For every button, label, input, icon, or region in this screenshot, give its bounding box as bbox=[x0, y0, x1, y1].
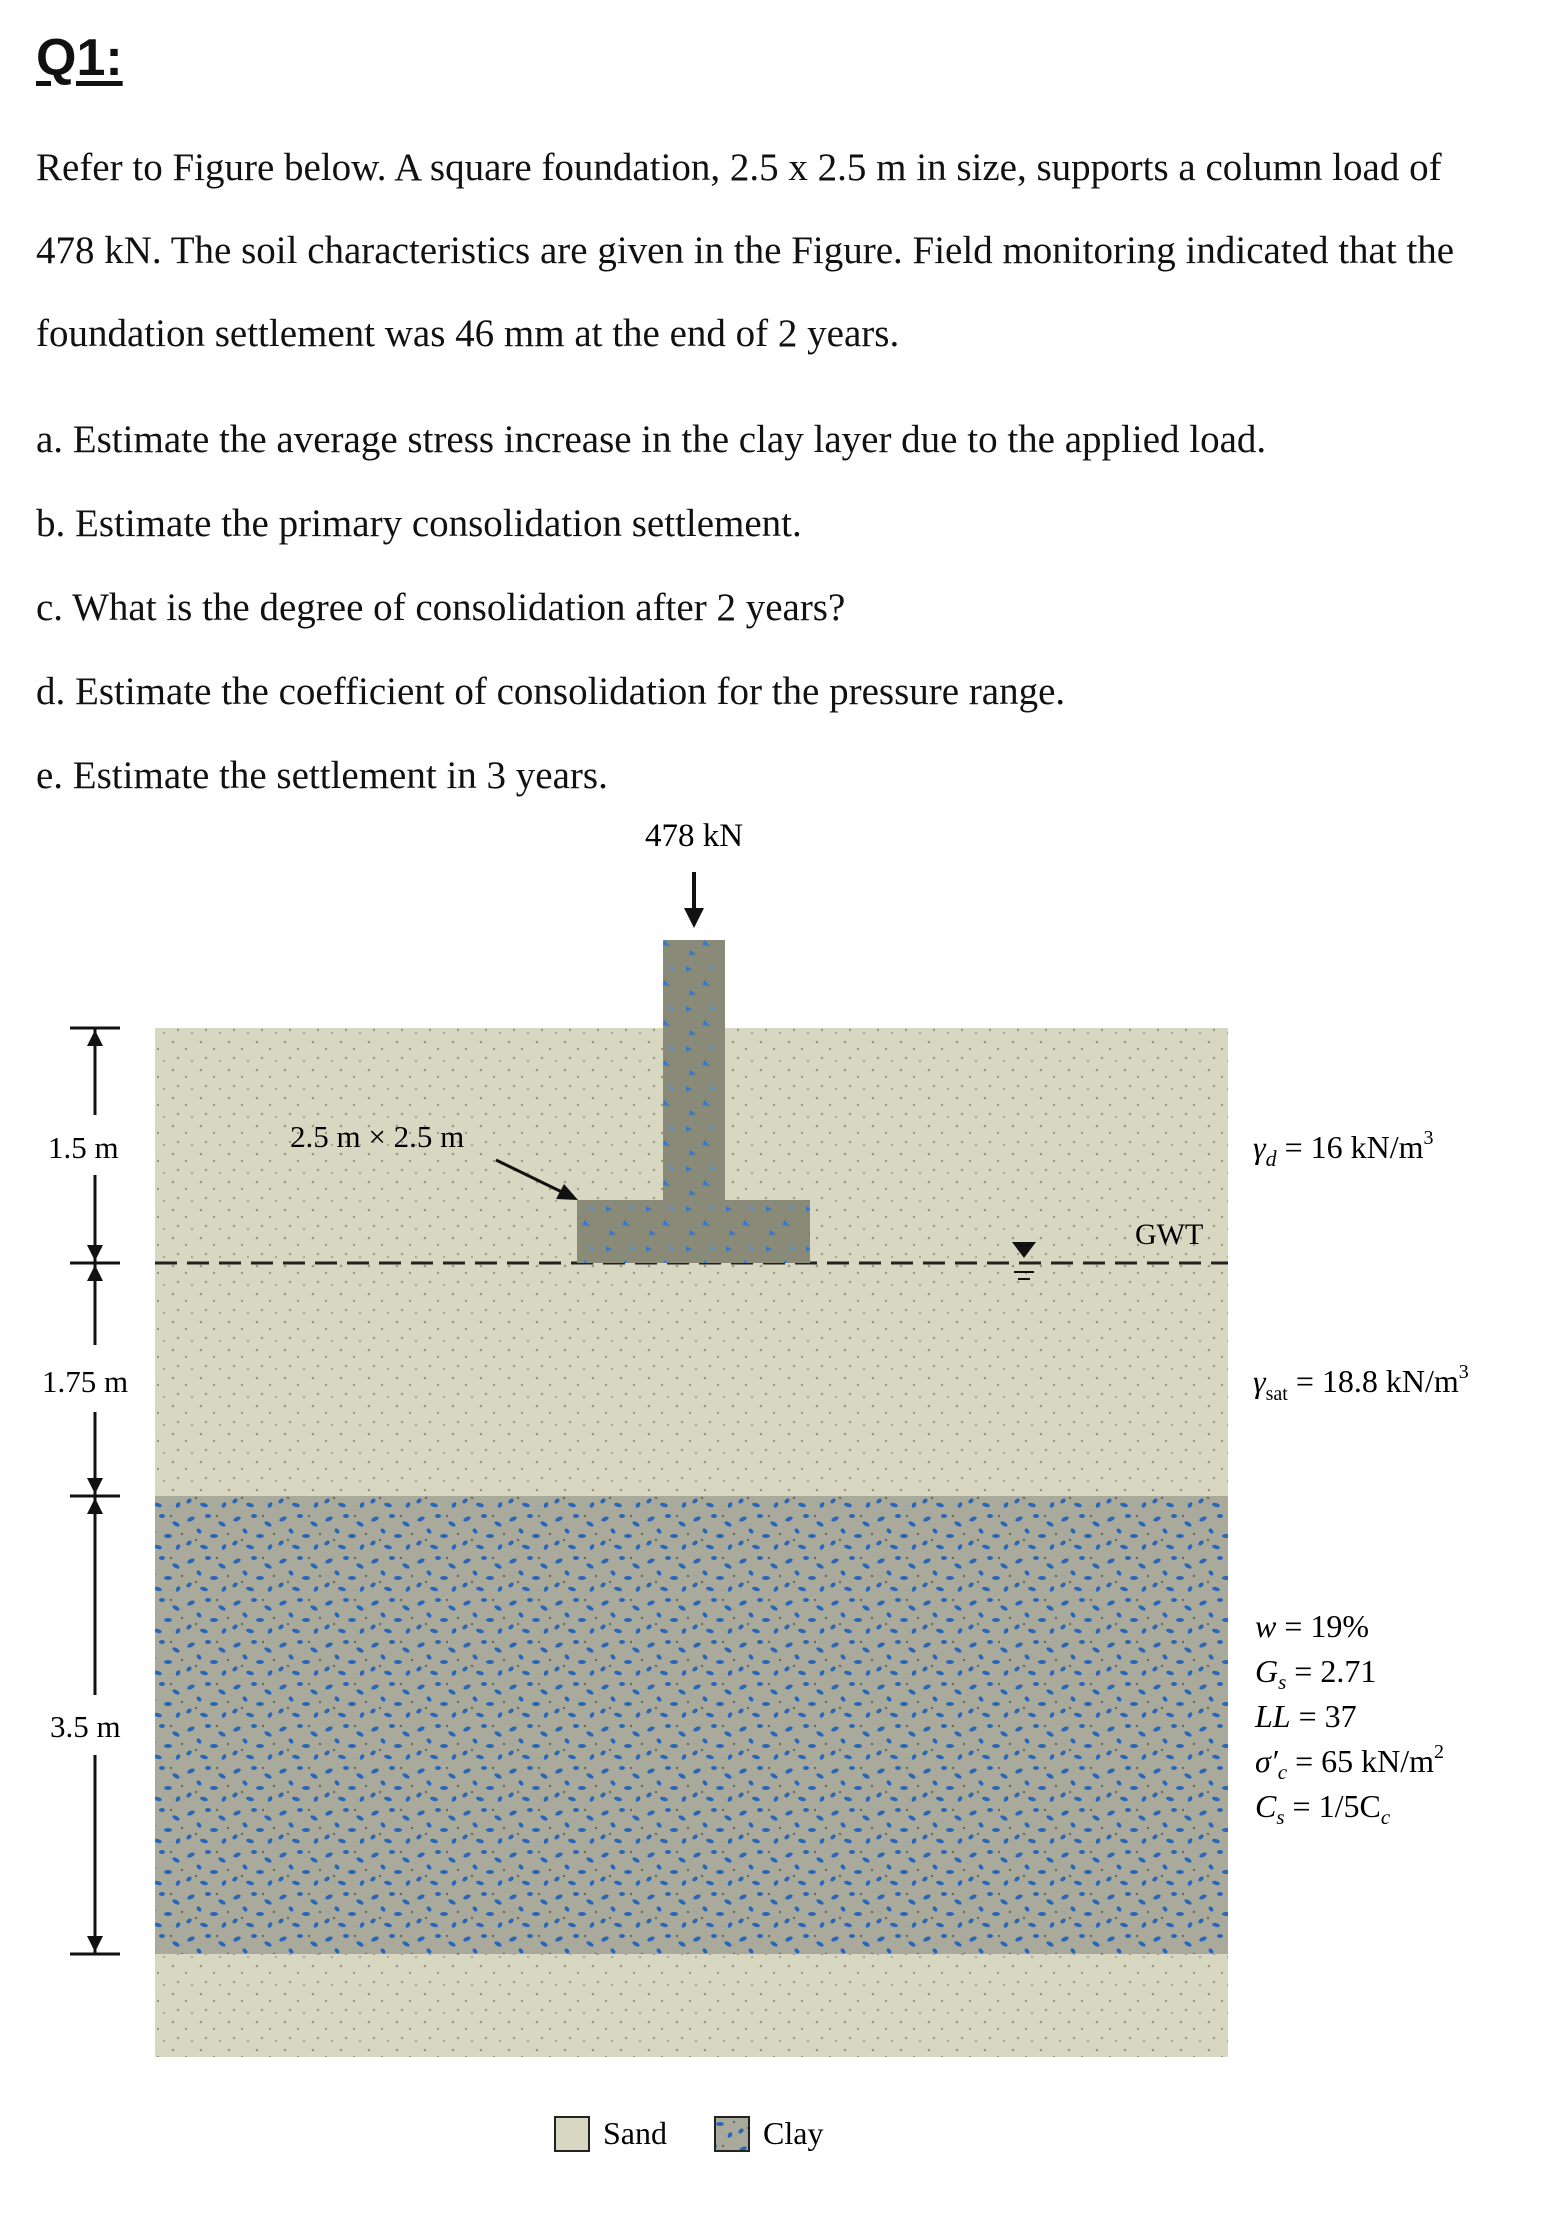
gwt-label: GWT bbox=[1135, 1218, 1204, 1251]
gamma-sat-label: $\gamma_{sat} = 18.8$ $kN/m^3$ bbox=[1253, 1361, 1469, 1405]
column bbox=[663, 940, 725, 1200]
gamma-d-label: $\gamma_d = 16$ $kN/m^3$ bbox=[1253, 1127, 1434, 1171]
foundation-size-label: 2.5 m × 2.5 m bbox=[290, 1119, 465, 1154]
part-b: b. Estimate the primary consolidation settlement. bbox=[36, 502, 802, 545]
legend-sand-label: Sand bbox=[603, 2115, 667, 2151]
dim-sand-sat: 1.75 m bbox=[42, 1364, 129, 1399]
load-label: 478 kN bbox=[644, 818, 744, 854]
part-d: d. Estimate the coefficient of consolidation for the pressure range. bbox=[36, 670, 1066, 713]
part-c: c. What is the degree of consolidation after 2 years? bbox=[36, 586, 846, 629]
legend-clay-label: Clay bbox=[763, 2115, 824, 2151]
clay-w: w = 19% bbox=[1255, 1608, 1370, 1644]
dim-clay: 3.5 m bbox=[50, 1709, 121, 1744]
clay-sigma-c: $\sigma'_c = 65$ $kN/m^2$ bbox=[1255, 1741, 1445, 1784]
legend-sand-swatch bbox=[555, 2117, 589, 2151]
part-a: a. Estimate the average stress increase in the clay layer due to the applied load. bbox=[36, 418, 1267, 461]
question-intro: Refer to Figure below. A square foundation, 2.5 x 2.5 m in size, supports a column load of 478 kN. The soil characteristics are given in the Figure. Field monitoring indicated that the foundation settlement was 46 mm at the end of 2 years. bbox=[36, 146, 1455, 355]
clay-gs: $G_s = 2.71$ bbox=[1255, 1653, 1377, 1694]
footing bbox=[577, 1200, 810, 1263]
clay-layer bbox=[155, 1496, 1228, 1954]
part-e: e. Estimate the settlement in 3 years. bbox=[36, 754, 608, 797]
sand-layer-bottom bbox=[155, 1954, 1228, 2057]
dim-sand-dry: 1.5 m bbox=[48, 1130, 119, 1165]
clay-cs: $C_s = 1/5C_c$ bbox=[1255, 1788, 1391, 1829]
load-arrowhead bbox=[684, 908, 704, 928]
clay-ll: LL = 37 bbox=[1255, 1698, 1357, 1734]
legend-clay-swatch bbox=[715, 2117, 749, 2151]
sand-layer-saturated bbox=[155, 1263, 1228, 1496]
question-title: Q1: bbox=[36, 29, 123, 87]
